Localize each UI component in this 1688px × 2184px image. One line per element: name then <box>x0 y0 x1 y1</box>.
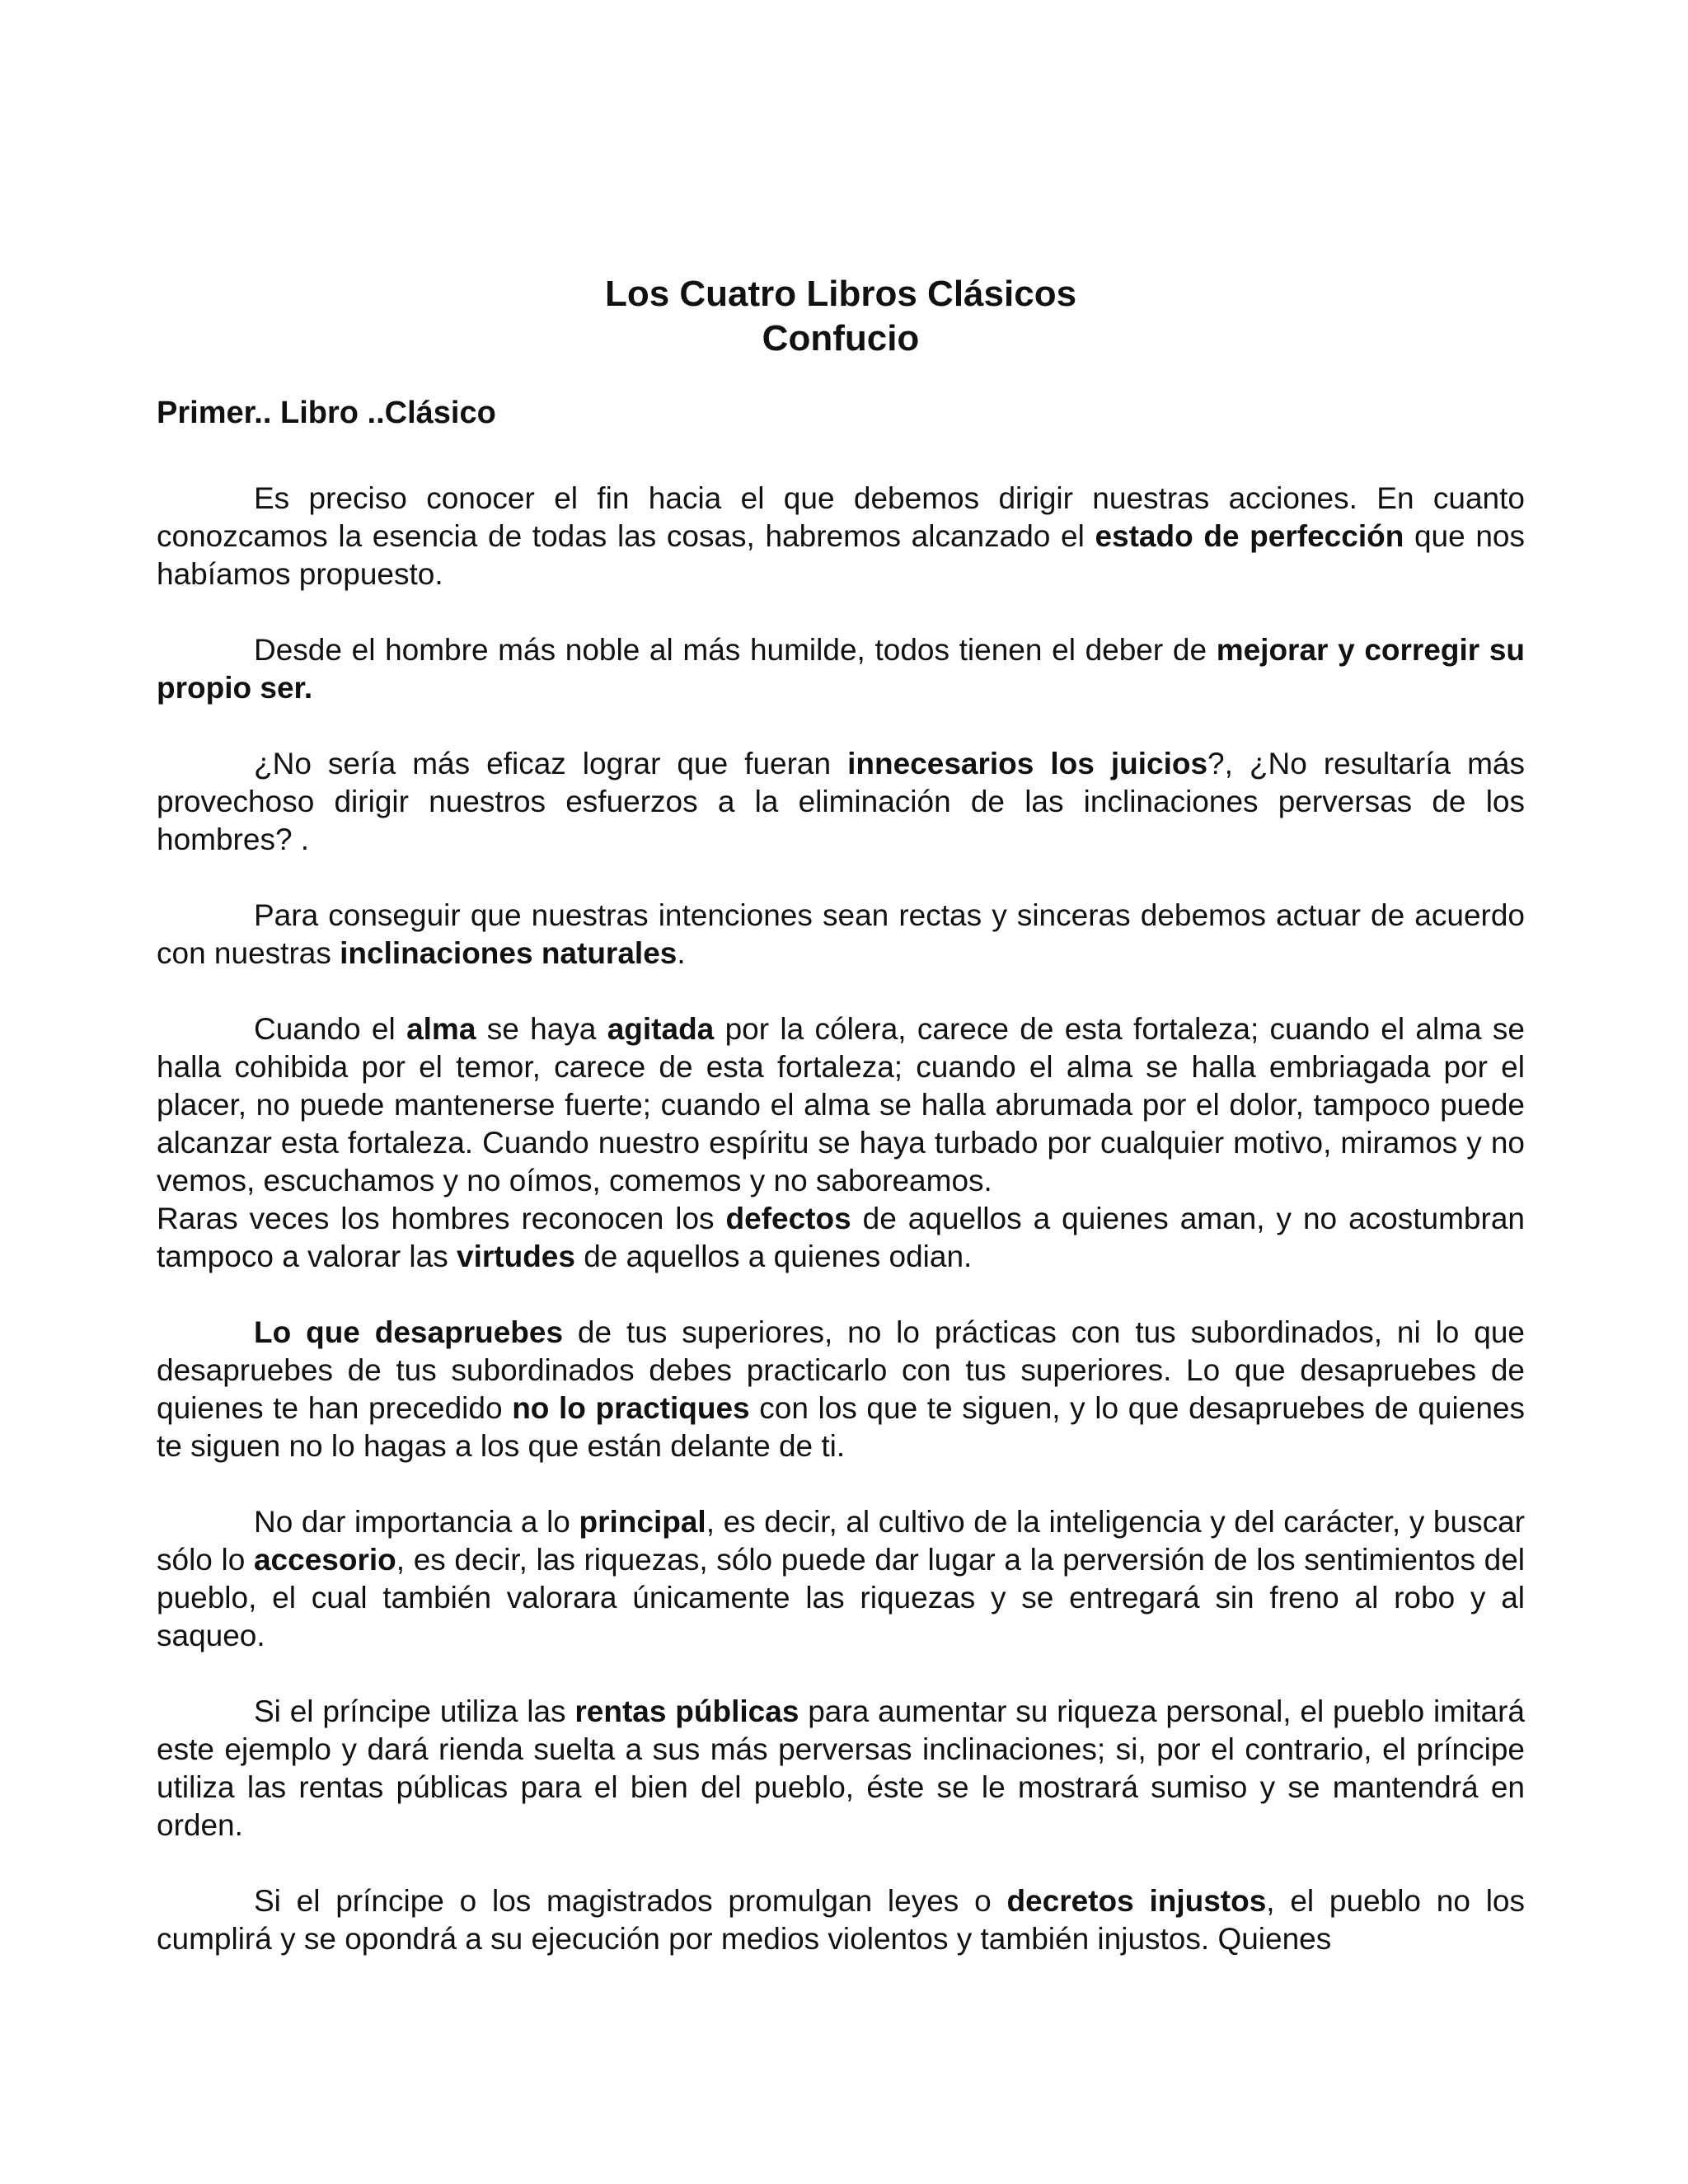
paragraph <box>157 1200 1525 1276</box>
emphasis-text: mejorar y corregir su propio ser. <box>157 633 1525 705</box>
emphasis-text: alma <box>406 1012 476 1046</box>
body-text: Raras veces los hombres reconocen los <box>157 1202 726 1235</box>
body-text: con los que te siguen, y lo que desapruebes de quienes te siguen no lo hagas a los que están delante de ti. <box>157 1391 1526 1463</box>
emphasis-text: Lo que desapruebes <box>254 1315 564 1349</box>
body-text: de aquellos a quienes odian. <box>574 1240 973 1273</box>
body-text: para aumentar su riqueza personal, el pueblo imitará este ejemplo y dará rienda suelta a sus más perversas inclinaciones; si, por el contrario, el príncipe utiliza las rentas públicas para el bien del pueblo, éste se le mostrará sumiso y se mantendrá en orden. <box>157 1694 1525 1842</box>
emphasis-text: estado de perfección <box>1095 519 1404 553</box>
paragraph <box>157 1010 1525 1200</box>
body-text: No dar importancia a lo <box>254 1505 579 1539</box>
emphasis-text: defectos <box>725 1202 851 1235</box>
body-text: de aquellos a quienes aman, y no acostumbran tampoco a valorar las <box>157 1202 1525 1273</box>
emphasis-text: decretos injustos <box>1006 1884 1267 1918</box>
body-text: , el pueblo no los cumplirá y se opondrá a su ejecución por medios violentos y también injustos. Quienes <box>157 1884 1525 1956</box>
emphasis-text: no lo practiques <box>512 1391 750 1425</box>
body-text: de tus superiores, no lo prácticas con tus subordinados, ni lo que desapruebes de tus subordinados debes practicarlo con tus superiores. Lo que desapruebes de quienes te han precedido <box>157 1315 1525 1425</box>
paragraph <box>157 1693 1525 1844</box>
title-line-1: Los Cuatro Libros Clásicos <box>604 274 1077 314</box>
paragraph <box>157 1882 1525 1958</box>
emphasis-text: principal <box>579 1505 706 1539</box>
body-text: Si el príncipe o los magistrados promulgan leyes o <box>254 1884 1007 1918</box>
emphasis-text: virtudes <box>457 1240 575 1273</box>
body-text: Cuando el <box>254 1012 407 1046</box>
paragraph <box>157 631 1525 707</box>
paragraph <box>157 897 1525 972</box>
body-text: ?, ¿No resultaría más provechoso dirigir nuestros esfuerzos a la eliminación de las inclinaciones perversas de los hombres? . <box>157 747 1525 856</box>
body-text: ¿No sería más eficaz lograr que fueran <box>254 747 848 780</box>
emphasis-text: agitada <box>607 1012 715 1046</box>
body-text: , es decir, las riquezas, sólo puede dar lugar a la perversión de los sentimientos del pueblo, el cual también valorara únicamente las riquezas y se entregará sin freno al robo y al saqueo. <box>157 1543 1525 1652</box>
body-text: por la cólera, carece de esta fortaleza; cuando el alma se halla cohibida por el temor, carece de esta fortaleza; cuando el alma se halla embriagada por el placer, no puede mantenerse fuerte; cuando el alma se halla abrumada por el dolor, tampoco puede alcanzar esta fortaleza. Cuando nuestro espíritu se haya turbado por cualquier motivo, miramos y no vemos, escuchamos y no oímos, comemos y no saboreamos. <box>157 1012 1526 1197</box>
body-text: , es decir, al cultivo de la inteligencia y del carácter, y buscar sólo lo <box>157 1505 1525 1577</box>
paragraph <box>157 480 1525 593</box>
body-text: Si el príncipe utiliza las <box>254 1694 575 1728</box>
document-title <box>157 272 1525 361</box>
body-text: se haya <box>476 1012 607 1046</box>
emphasis-text: accesorio <box>253 1543 396 1577</box>
body-text: Es preciso conocer el fin hacia el que debemos dirigir nuestras acciones. En cuanto conozcamos la esencia de todas las cosas, habremos alcanzado el <box>157 481 1525 553</box>
paragraph <box>157 1503 1525 1655</box>
paragraph <box>157 745 1525 859</box>
body-text: que nos habíamos propuesto. <box>157 519 1525 591</box>
body-text: Para conseguir que nuestras intenciones sean rectas y sinceras debemos actuar de acuerdo con nuestras <box>157 898 1525 970</box>
section-heading: Primer.. Libro ..Clásico <box>157 396 496 430</box>
emphasis-text: innecesarios los juicios <box>847 747 1208 780</box>
title-line-2: Confucio <box>762 318 920 359</box>
document-page <box>157 272 1525 1996</box>
body-text: . <box>677 936 686 970</box>
paragraph <box>157 1314 1525 1465</box>
body-text: Desde el hombre más noble al más humilde, todos tienen el deber de <box>254 633 1217 667</box>
emphasis-text: rentas públicas <box>574 1694 799 1728</box>
emphasis-text: inclinaciones naturales <box>340 936 678 970</box>
